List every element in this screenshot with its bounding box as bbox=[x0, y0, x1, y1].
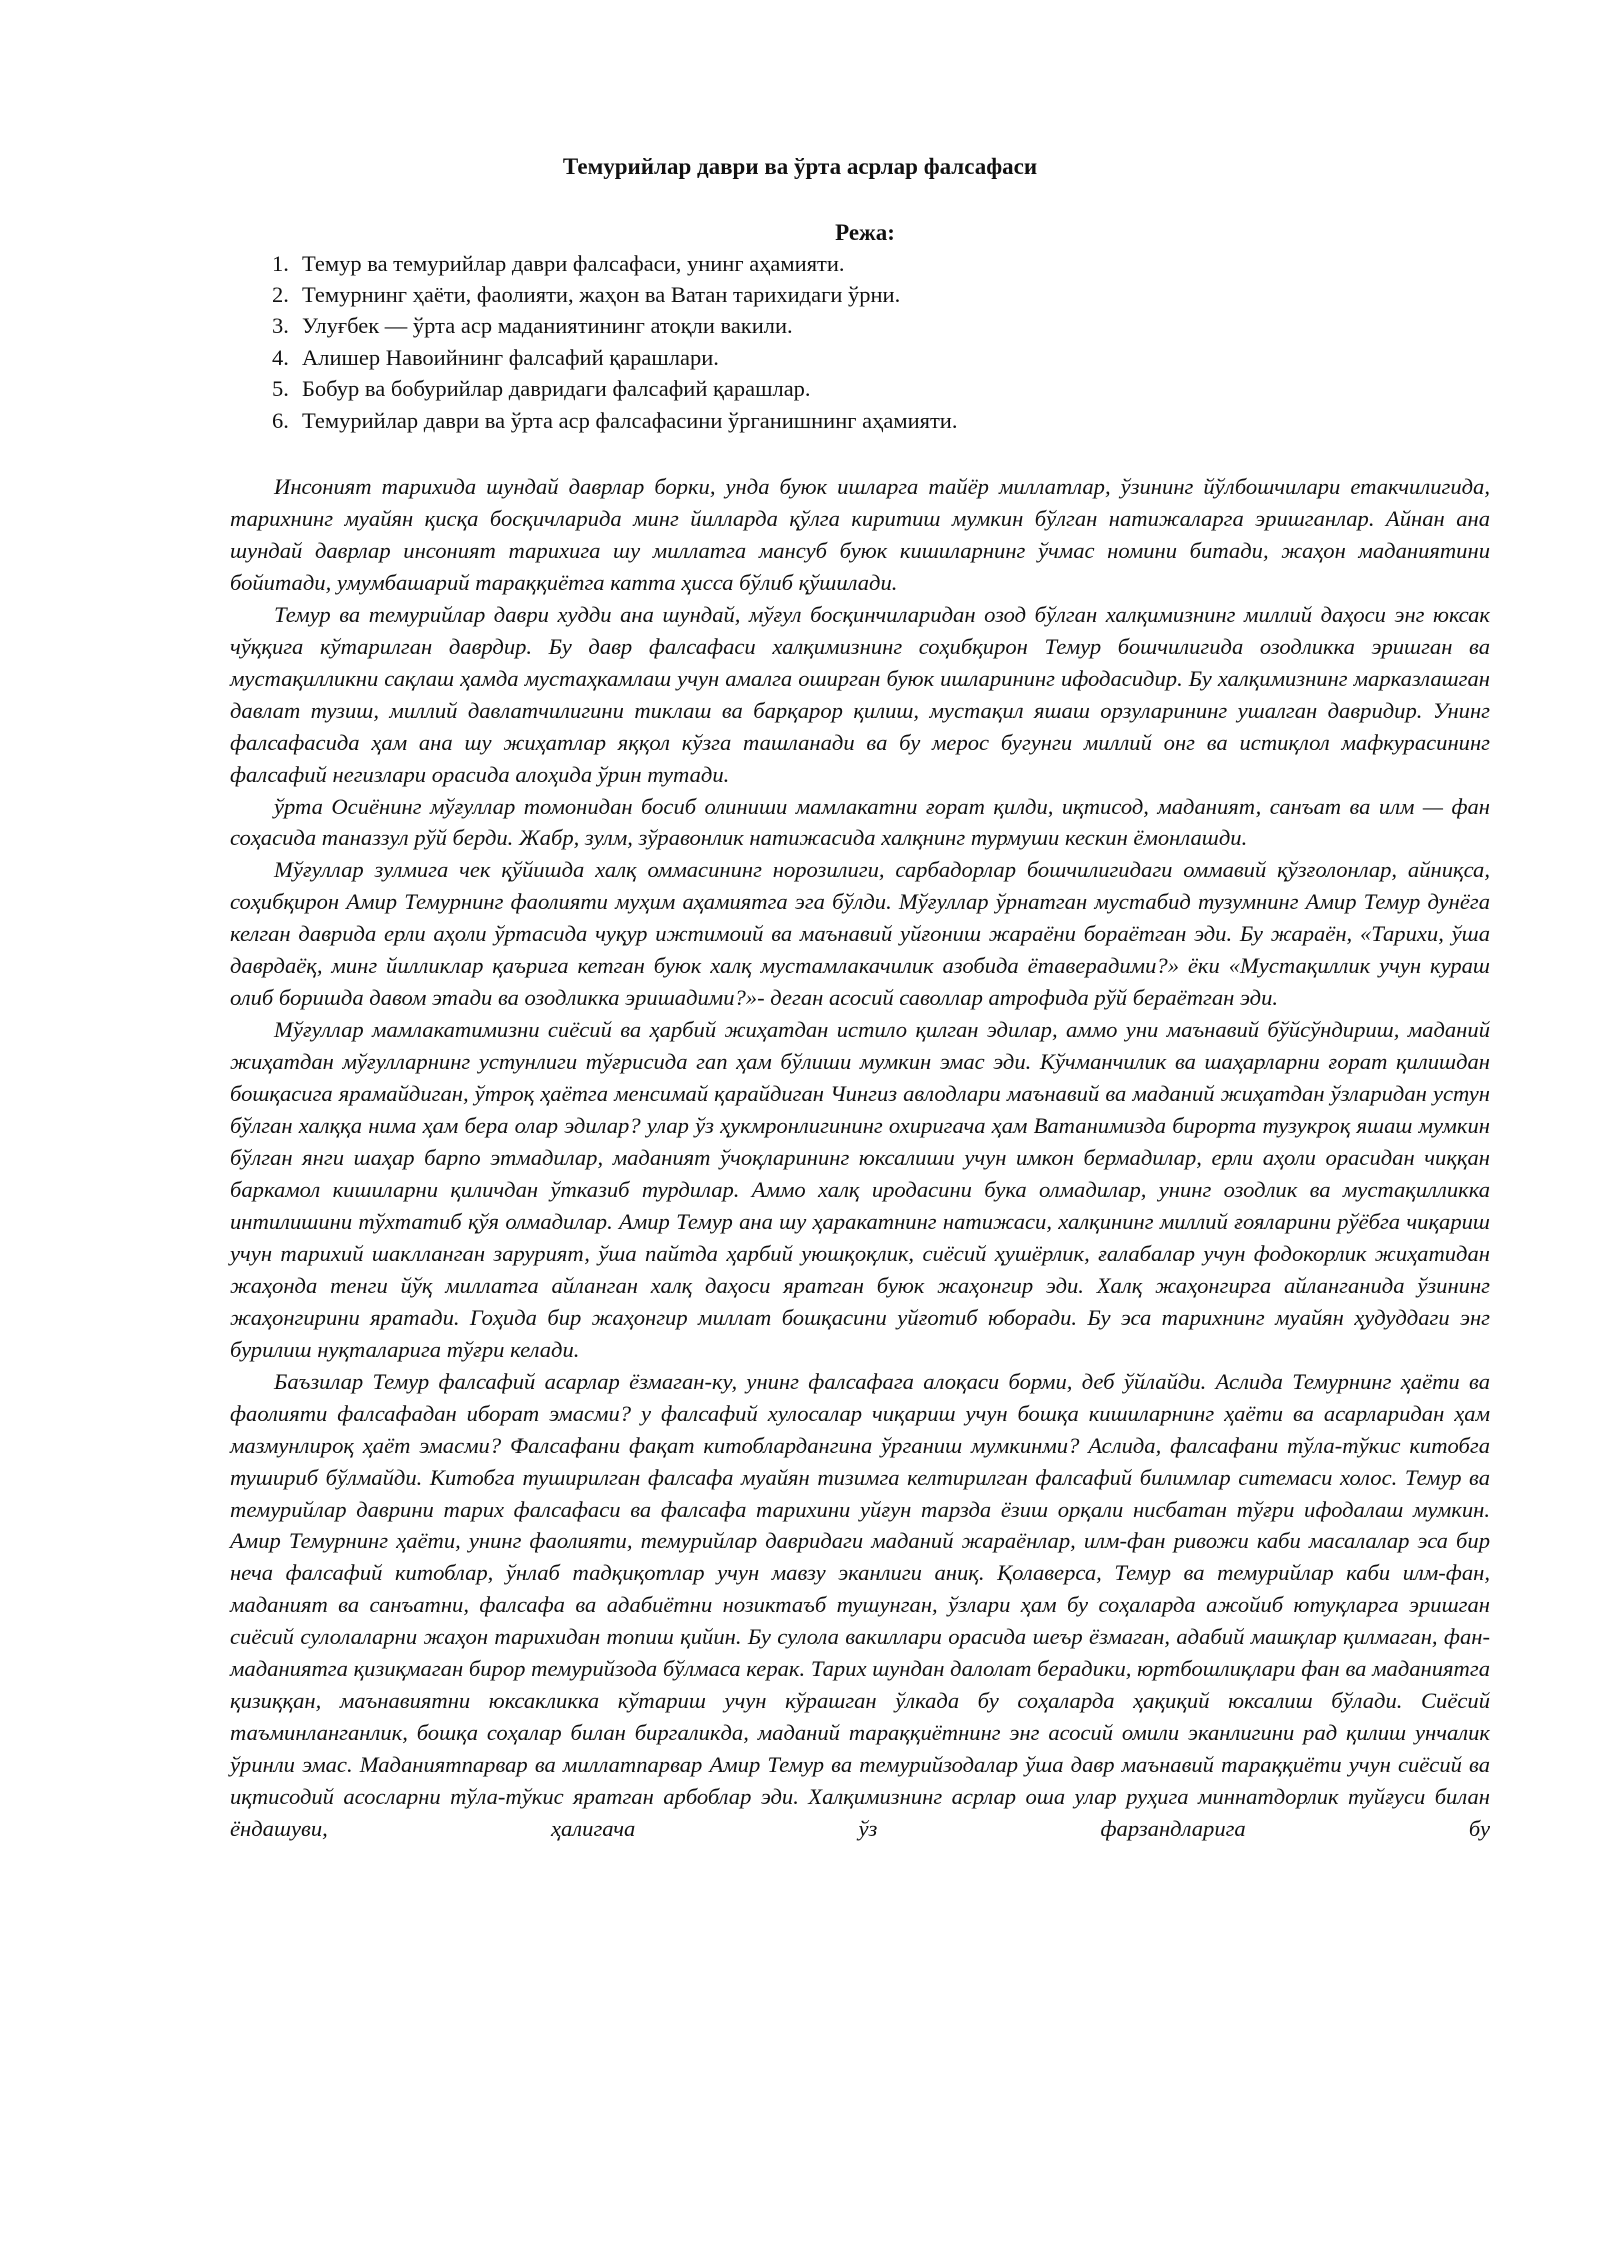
paragraph: Мўғуллар мамлакатимизни сиёсий ва ҳарбий жиҳатдан истило қилган эдилар, аммо уни маънавий бўйсўндириш, маданий жиҳатдан мўғулларнинг устунлиги тўғрисида гап ҳам бўлиши мумкин эмас эди. Кўчманчилик ва шаҳарларни ғорат қилишдан бошқасига ярамайдиган, ўтроқ ҳаётга менсимай қарайдиган Чингиз авлодлари маънавий ва маданий жиҳатдан ўзларидан устун бўлган халққа нима ҳам бера олар эдилар? улар ўз ҳукмронлигининг охиригача ҳам Ватанимизда бирорта тузукроқ яшаш мумкин бўлган янги шаҳар барпо этмадилар, маданият ўчоқларининг юксалиши учун имкон бермадилар, ерли аҳоли орасидан чиққан баркамол кишиларни қиличдан ўтказиб турдилар. Аммо халқ иродасини бука олмадилар, унинг озодлик ва мустақилликка интилишини тўхтатиб қўя олмадилар. Амир Темур ана шу ҳаракатнинг натижаси, халқининг миллий ғояларини рўёбга чиқариш учун тарихий шаклланган зарурият, ўша пайтда ҳарбий уюшқоқлик, сиёсий ҳушёрлик, ғалабалар учун фодокорлик жиҳатидан жаҳонда тенги йўқ миллатга айланган халқ даҳоси яратган буюк жаҳонгир эди. Халқ жаҳонгирга айланганида ўзининг жаҳонгирини яратади. Гоҳида бир жаҳонгир миллат бошқасини уйғотиб юборади. Бу эса тарихнинг муайян ҳудуддаги энг бурилиш нуқталарига тўғри келади. bbox=[230, 1017, 1490, 1362]
plan-item-text: Улуғбек — ўрта аср маданиятининг атоқли вакили. bbox=[302, 313, 793, 338]
body-text bbox=[230, 471, 1490, 1845]
plan-item-number: 4. bbox=[272, 345, 289, 370]
plan-item-text: Темурийлар даври ва ўрта аср фалсафасини ўрганишнинг аҳамияти. bbox=[302, 408, 958, 433]
plan-item bbox=[272, 249, 845, 279]
paragraph: Инсоният тарихида шундай даврлар борки, унда буюк ишларга тайёр миллатлар, ўзининг йўлбошчилари етакчилигида, тарихнинг муайян қисқа босқичларида минг йилларда қўлга киритиш мумкин бўлган натижаларга эришганлар. Айнан ана шундай даврлар инсоният тарихига шу миллатга мансуб буюк кишиларнинг ўчмас номини битади, жаҳон маданиятини бойитади, умумбашарий тараққиётга катта ҳисса бўлиб қўшилади. bbox=[230, 474, 1490, 595]
document-title: Темурийлар даври ва ўрта асрлар фалсафаси bbox=[562, 154, 1038, 179]
plan-item-number: 3. bbox=[272, 313, 289, 338]
plan-item-text: Бобур ва бобурийлар давридаги фалсафий қарашлар. bbox=[302, 376, 811, 401]
plan-item bbox=[272, 406, 957, 436]
plan-item bbox=[272, 311, 793, 341]
plan-item-number: 6. bbox=[272, 408, 289, 433]
paragraph: ўрта Осиёнинг мўғуллар томонидан босиб олиниши мамлакатни ғорат қилди, иқтисод, маданият, санъат ва илм — фан соҳасида таназзул рўй берди. Жабр, зулм, зўравонлик натижасида халқнинг турмуши кескин ёмонлашди. bbox=[230, 793, 1490, 851]
paragraph: Баъзилар Темур фалсафий асарлар ёзмаган-ку, унинг фалсафага алоқаси борми, деб ўйлайди. Аслида Темурнинг ҳаёти ва фаолияти фалсафадан иборат эмасми? у фалсафий хулосалар чиқариш учун бошқа кишиларнинг ҳаёти ва асарларидан ҳам мазмунлироқ ҳаёт эмасми? Фалсафани фақат китоблардангина ўрганиш мумкинми? Аслида, фалсафани тўла-тўкис китобга тушириб бўлмайди. Китобга туширилган фалсафа муайян тизимга келтирилган фалсафий билимлар ситемаси холос. Темур ва темурийлар даврини тарих фалсафаси ва фалсафа тарихини уйғун тарзда ёзиш орқали нисбатан тўғри ифодалаш мумкин. Амир Темурнинг ҳаёти, унинг фаолияти, темурийлар давридаги маданий жараёнлар, илм-фан ривожи каби масалалар эса бир неча фалсафий китоблар, ўнлаб тадқиқотлар учун мавзу эканлиги аниқ. Қолаверса, Темур ва темурийлар каби илм-фан, маданият ва санъатни, фалсафа ва адабиётни нозиктаъб тушунган, ўзлари ҳам бу соҳаларда ажойиб ютуқларга эришган сиёсий сулолаларни жаҳон тарихидан топиш қийин. Бу сулола вакиллари орасида шеър ёзмаган, адабий машқлар қилмаган, фан-маданиятга қизиқмаган бирор темурийзода бўлмаса керак. Тарих шундан далолат берадики, юртбошлиқлари фан ва маданиятга қизиққан, маънавиятни юксакликка кўтариш учун кўрашган ўлкада бу соҳаларда ҳақиқий юксалиш бўлади. Сиёсий таъминланганлик, бошқа соҳалар билан биргаликда, маданий тараққиётнинг энг асосий омили эканлигини рад қилиш унчалик ўринли эмас. Маданиятпарвар ва миллатпарвар Амир Темур ва темурийзодалар ўша давр маънавий тараққиёти учун сиёсий ва иқтисодий асосларни тўла-тўкис яратган арбоблар эди. Халқимизнинг асрлар оша улар руҳига миннатдорлик туйғуси билан ёндашуви, ҳалигача ўз фарзандларига бу bbox=[230, 1368, 1490, 1842]
paragraph: Темур ва темурийлар даври худди ана шундай, мўғул босқинчиларидан озод бўлган халқимизнинг миллий даҳоси энг юксак чўққига кўтарилган даврдир. Бу давр фалсафаси халқимизнинг соҳибқирон Темур бошчилигида озодликка эришган ва мустақилликни сақлаш ҳамда мустаҳкамлаш учун амалга оширган буюк ишларининг ифодасидир. Бу халқимизнинг марказлашган давлат тузиш, миллий давлатчилигини тиклаш ва барқарор қилиш, мустақил яшаш орзуларининг ушалган давридир. Унинг фалсафасида ҳам ана шу жиҳатлар яққол кўзга ташланади ва бу мерос бугунги миллий онг ва истиқлол мафкурасининг фалсафий негизлари орасида алоҳида ўрин тутади. bbox=[230, 601, 1490, 787]
plan-item-number: 5. bbox=[272, 376, 289, 401]
plan-item bbox=[272, 280, 900, 310]
plan-item-text: Темур ва темурийлар даври фалсафаси, унинг аҳамияти. bbox=[302, 251, 845, 276]
plan-item bbox=[272, 374, 811, 404]
plan-item-text: Алишер Навоийнинг фалсафий қарашлари. bbox=[302, 345, 719, 370]
plan-heading: Режа: bbox=[835, 220, 895, 245]
plan-item-number: 1. bbox=[272, 251, 289, 276]
plan-item-number: 2. bbox=[272, 282, 289, 307]
paragraph: Мўғуллар зулмига чек қўйишда халқ оммасининг норозилиги, сарбадорлар бошчилигидаги оммавий қўзғолонлар, айниқса, соҳибқирон Амир Темурнинг фаолияти муҳим аҳамиятга эга бўлди. Мўғуллар ўрнатган мустабид тузумнинг Амир Темур дунёга келган даврида ерли аҳоли ўртасида чуқур ижтимоий ва маънавий уйғониш жараёни бораётган эди. Бу жараён, «Тарихи, ўша даврдаёқ, минг йилликлар қаърига кетган буюк халқ мустамлакачилик азобида ётаверадими?» ёки «Мустақиллик учун кураш олиб боришда давом этади ва озодликка эришадими?»- деган асосий саволлар атрофида рўй бераётган эди. bbox=[230, 857, 1490, 1011]
plan-item-text: Темурнинг ҳаёти, фаолияти, жаҳон ва Ватан тарихидаги ўрни. bbox=[302, 282, 901, 307]
plan-item bbox=[272, 343, 719, 373]
